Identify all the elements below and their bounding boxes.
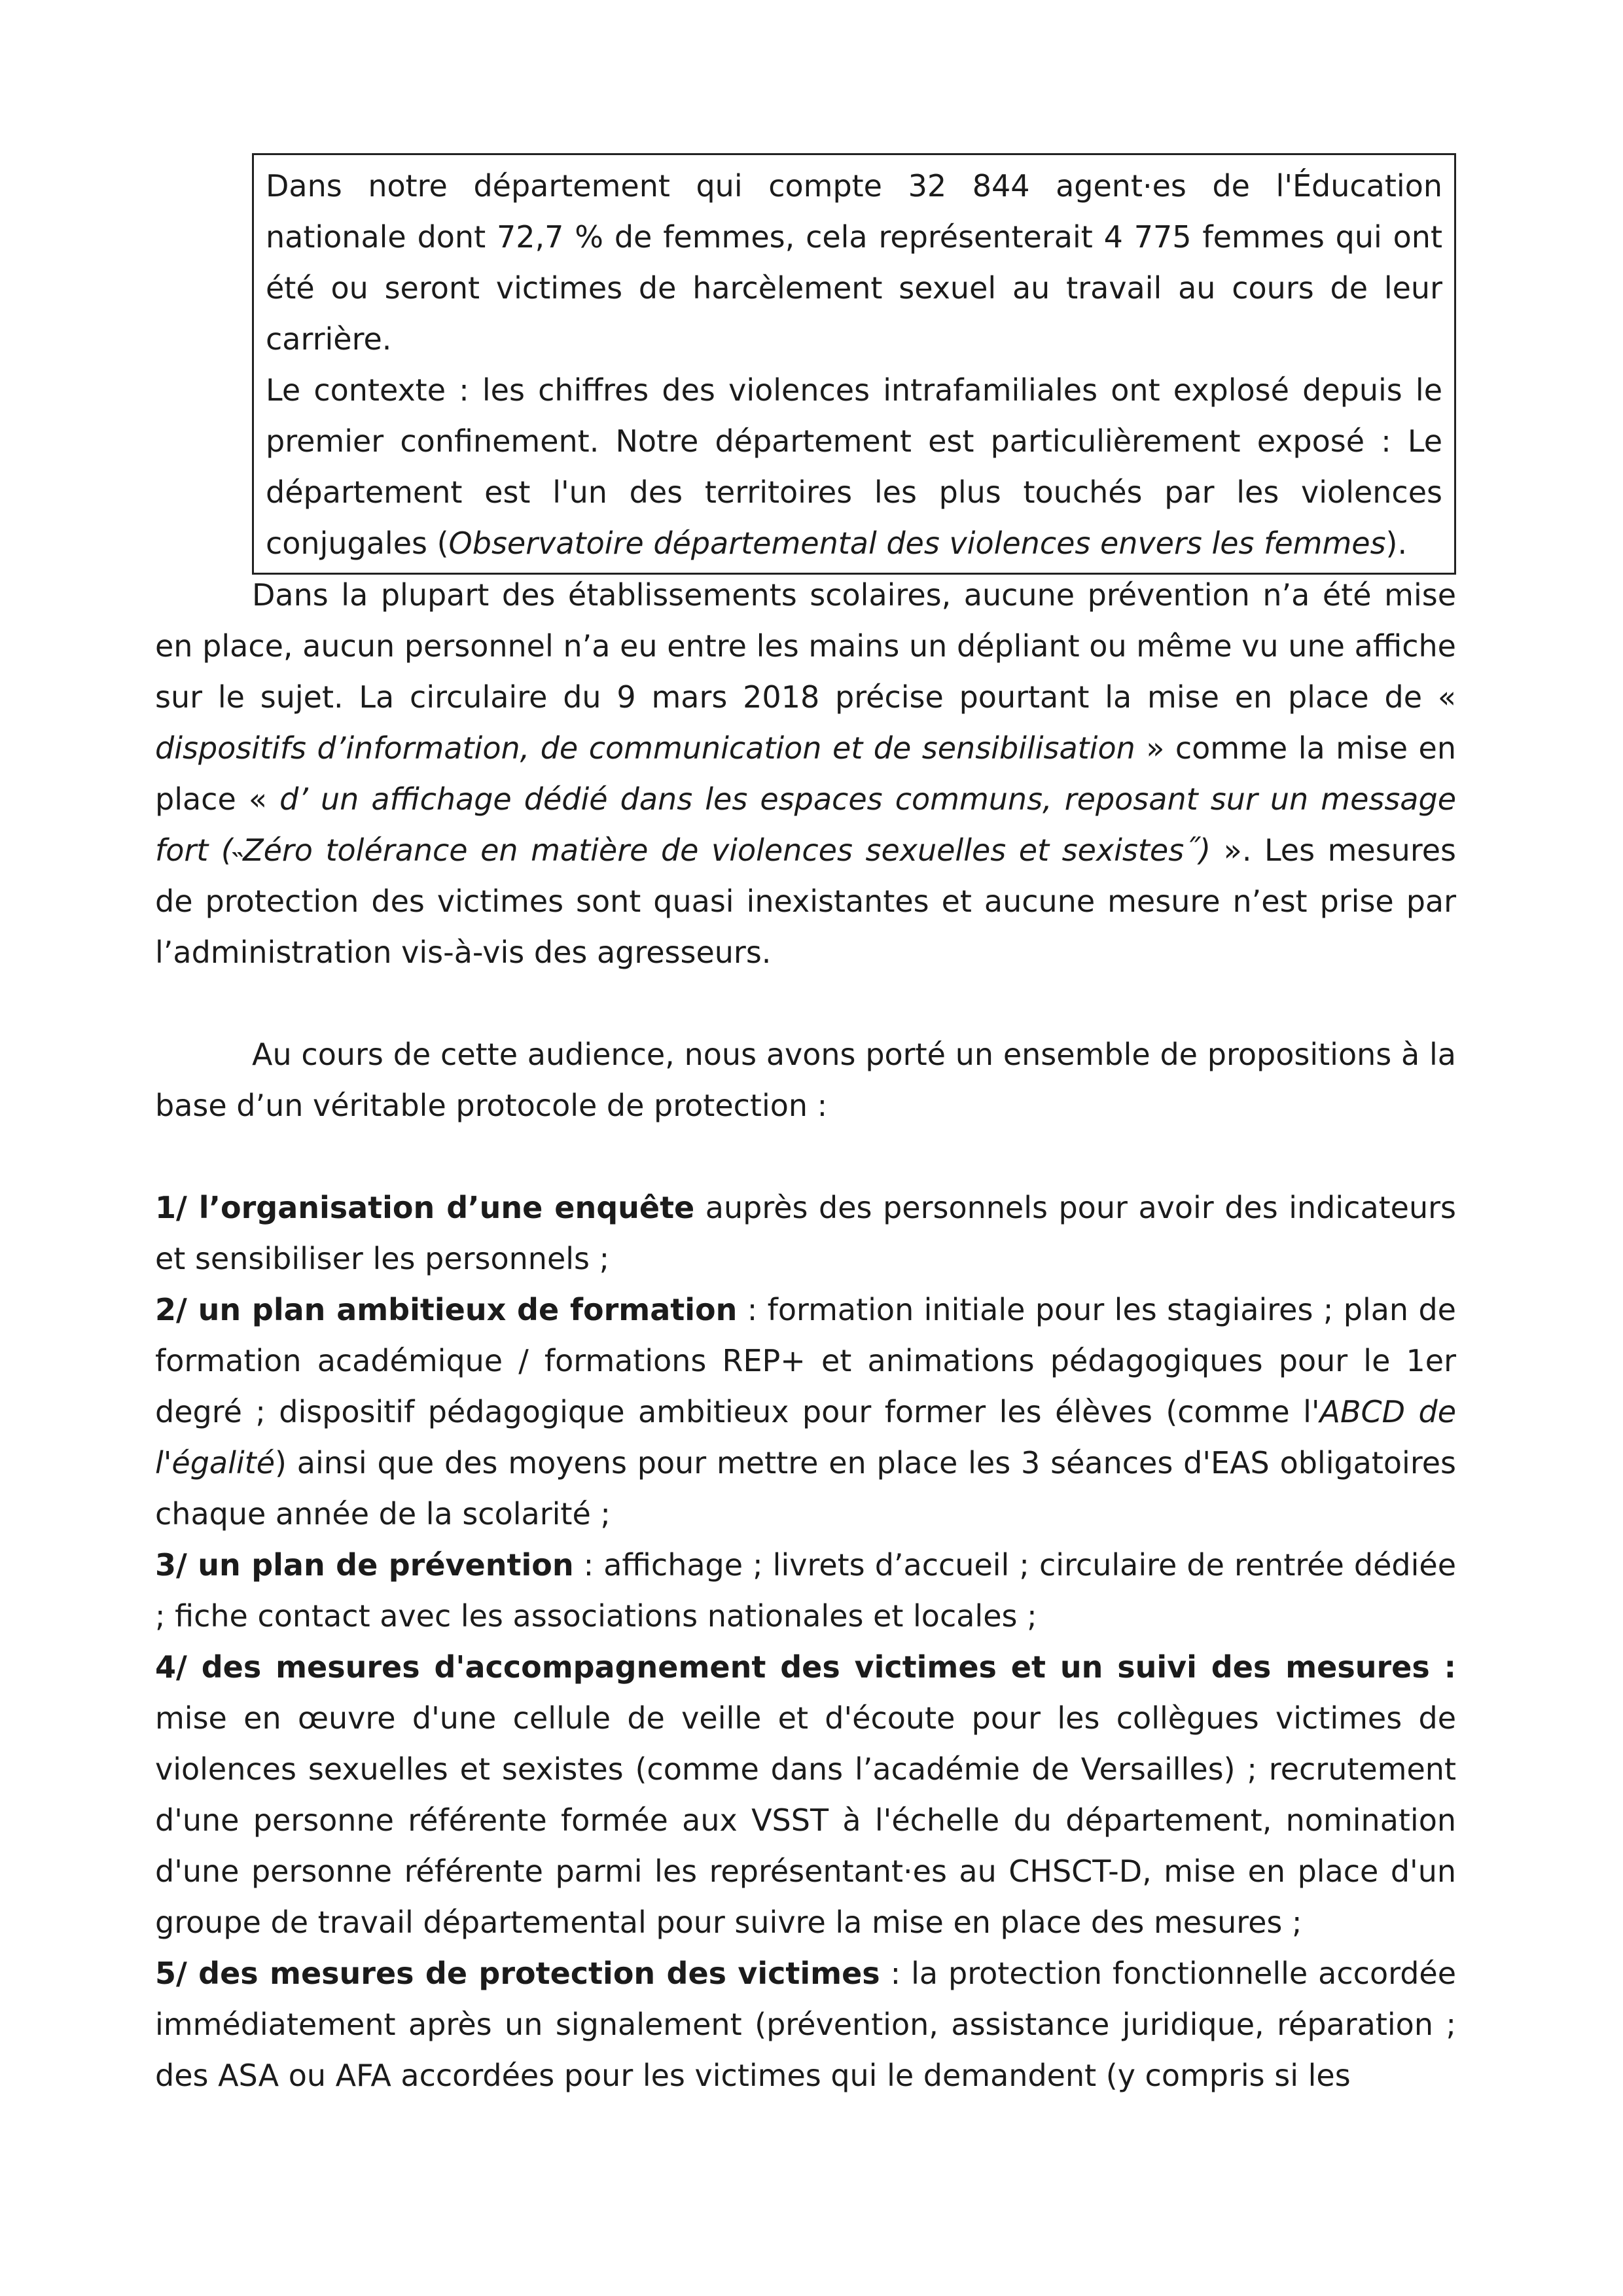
paragraph-audience: Au cours de cette audience, nous avons porté un ensemble de propositions à la base d’un véritable protocole de protection : (155, 1037, 1456, 1123)
proposal-item-1 (155, 1182, 1456, 1284)
proposal-item-2-italic: ABCD de l'égalité (155, 1394, 1457, 1480)
proposal-item-2 (155, 1284, 1456, 1539)
paragraph-spacer (155, 1131, 1456, 1182)
proposal-item-2-text: : formation initiale pour les stagiaires ; plan de formation académique / formations REP+ et animations pédagogiques pour le 1er degré ; dispositif pédagogique ambitieux pour former les élèves (comme l' (155, 1292, 1456, 1429)
proposal-item-1-title: 1/ l’organisation d’une enquête (155, 1190, 695, 1225)
proposal-item-4 (155, 1641, 1456, 1948)
proposal-item-1-text: auprès des personnels pour avoir des indicateurs et sensibiliser les personnels ; (155, 1190, 1456, 1276)
box-paragraph-2-end: ). (1385, 526, 1408, 561)
box-paragraph-1 (266, 160, 1442, 365)
paragraph-prevention-text-1: Dans la plupart des établissements scolaires, aucune prévention n’a été mise en place, aucun personnel n’a eu entre les mains un dépliant ou même vu une affiche sur le sujet. La circulaire du 9 mars 2018 précise pourtant la mise en place de « (155, 577, 1456, 715)
paragraph-prevention-quote-1: dispositifs d’information, de communication et de sensibilisation (155, 730, 1135, 766)
proposal-item-3-title: 3/ un plan de prévention (155, 1547, 574, 1583)
box-paragraph-2 (266, 365, 1442, 569)
proposal-item-2-text-end: ) ainsi que des moyens pour mettre en place les 3 séances d'EAS obligatoires chaque année de la scolarité ; (155, 1445, 1456, 1532)
paragraph-prevention (155, 569, 1456, 978)
box-source-italic: Observatoire départemental des violences envers les femmes (448, 526, 1386, 561)
paragraph-prevention-text-2: » comme la mise en place « (155, 730, 1456, 817)
proposal-item-3 (155, 1539, 1456, 1641)
proposal-item-4-text: mise en œuvre d'une cellule de veille et d'écoute pour les collègues victimes de violences sexuelles et sexistes (comme dans l’académie de Versailles) ; recrutement d'une personne référente formée aux VSST à l'échelle du département, nomination d'une personne référente parmi les représentant·es au CHSCT-D, mise en place d'un groupe de travail départemental pour suivre la mise en place des mesures ; (155, 1700, 1456, 1940)
context-box (252, 153, 1456, 575)
proposal-item-4-title: 4/ des mesures d'accompagnement des victimes et un suivi des mesures : (155, 1649, 1456, 1685)
document-body (155, 569, 1456, 2101)
proposal-item-2-title: 2/ un plan ambitieux de formation (155, 1292, 738, 1327)
proposal-item-3-text: : affichage ; livrets d’accueil ; circulaire de rentrée dédiée ; fiche contact avec les associations nationales et locales ; (155, 1547, 1457, 1634)
paragraph-prevention-quote-2: d’ un affichage dédié dans les espaces communs, reposant sur un message fort (˵Zéro tolérance en matière de violences sexuelles et sexistes˝) (155, 781, 1456, 868)
box-paragraph-2-text: Le contexte : les chiffres des violences intrafamiliales ont explosé depuis le premier confinement. Notre département est particulièrement exposé : Le département est l'un des territoires les plus touchés par les violences conjugales ( (266, 372, 1442, 561)
proposal-item-5-text: : la protection fonctionnelle accordée immédiatement après un signalement (prévention, assistance juridique, réparation ; des ASA ou AFA accordées pour les victimes qui le demandent (y compris si les (155, 1956, 1456, 2093)
proposal-item-5-title: 5/ des mesures de protection des victimes (155, 1956, 880, 1991)
paragraph-prevention-text-3: ». Les mesures de protection des victimes sont quasi inexistantes et aucune mesure n’est prise par l’administration vis-à-vis des agresseurs. (155, 833, 1456, 970)
box-paragraph-1-text: Dans notre département qui compte 32 844 agent·es de l'Éducation nationale dont 72,7 % de femmes, cela représenterait 4 775 femmes qui ont été ou seront victimes de harcèlement sexuel au travail au cours de leur carrière. (266, 168, 1442, 357)
proposal-item-5 (155, 1948, 1456, 2101)
paragraph-spacer (155, 978, 1456, 1029)
